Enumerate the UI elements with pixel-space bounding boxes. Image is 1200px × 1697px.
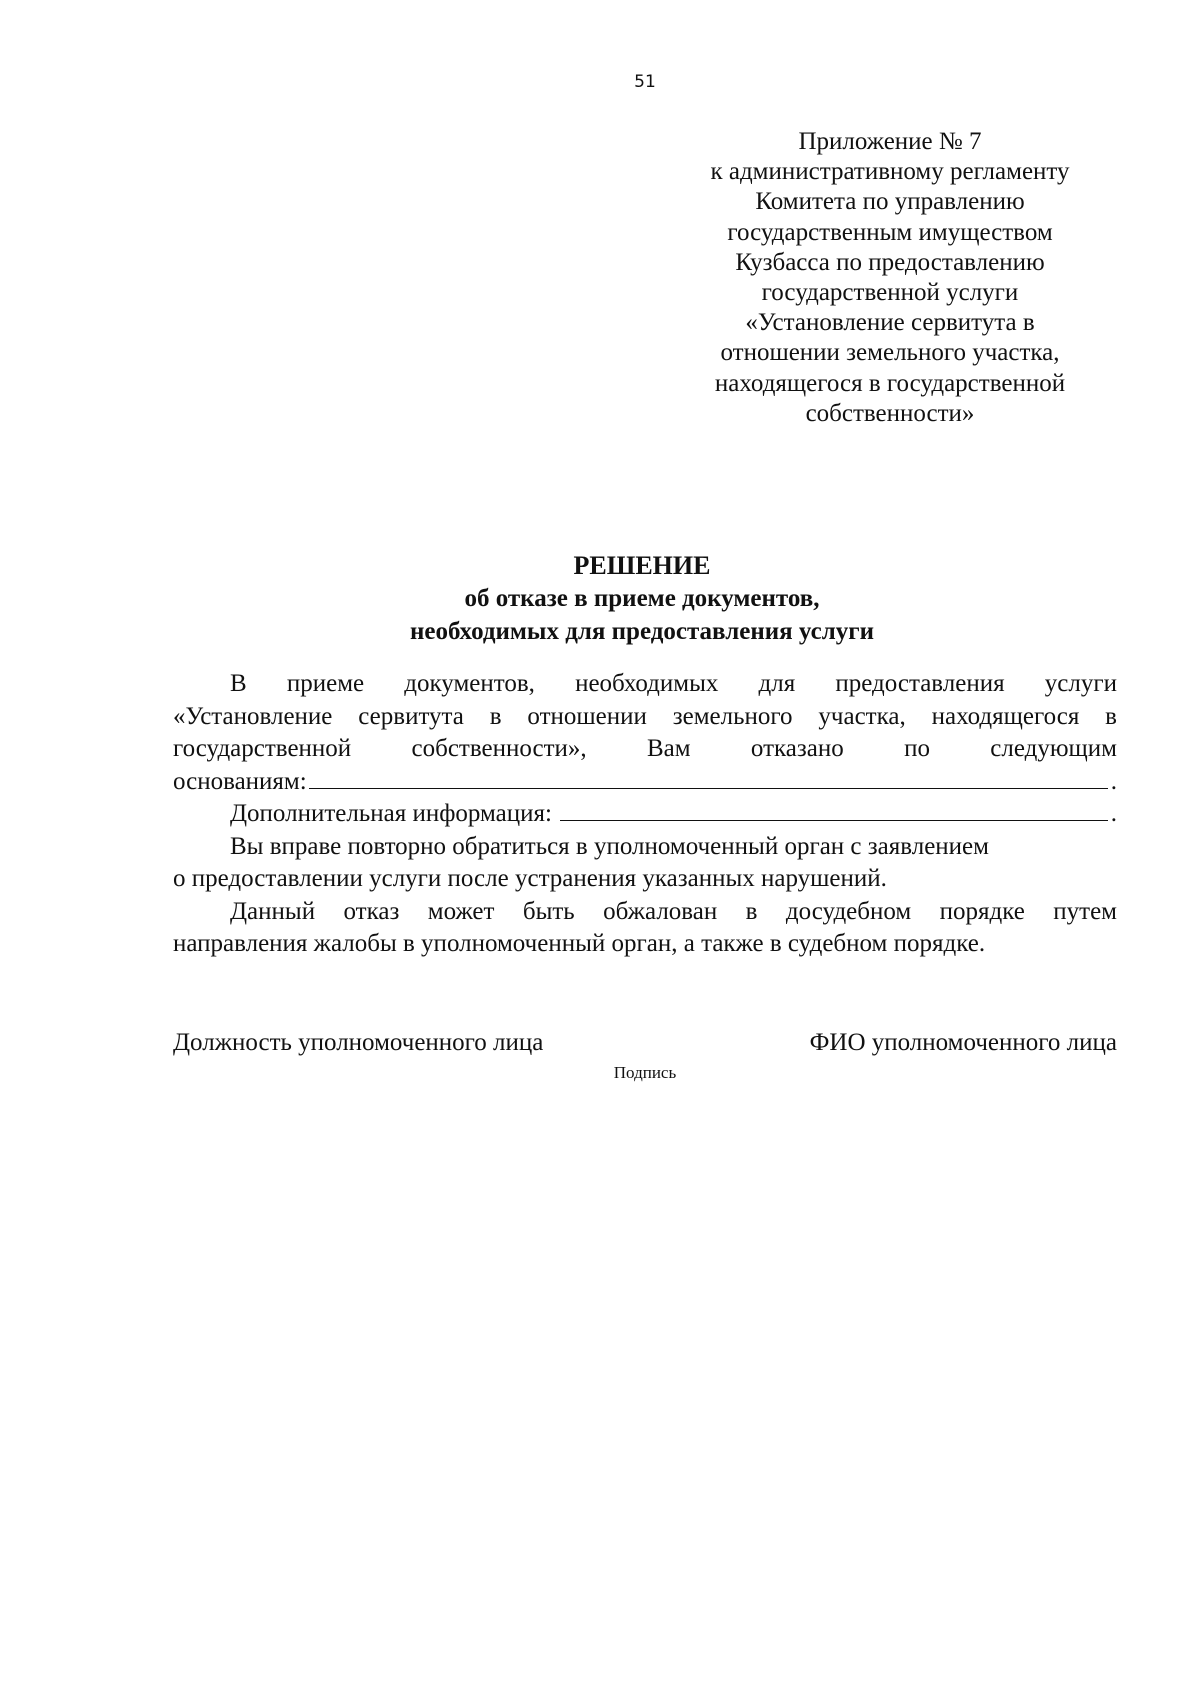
grounds-label: основаниям: bbox=[173, 767, 307, 795]
grounds-field-row bbox=[173, 766, 1117, 799]
appendix-header bbox=[660, 127, 1120, 429]
appendix-line: собственности» bbox=[805, 399, 975, 427]
additional-info-blank-line[interactable] bbox=[560, 798, 1108, 821]
appendix-line: государственной услуги bbox=[761, 279, 1019, 307]
appendix-line: Комитета по управлению bbox=[755, 188, 1025, 216]
body-line: о предоставлении услуги после устранения указанных нарушений. bbox=[173, 865, 887, 892]
appendix-line: государственным имуществом bbox=[727, 218, 1053, 246]
body-line: направления жалобы в уполномоченный орган, а также в судебном порядке. bbox=[173, 930, 986, 957]
body-line: Данный отказ может быть обжалован в досудебном порядке путем bbox=[230, 897, 1117, 925]
appendix-line: Приложение № 7 bbox=[798, 128, 982, 155]
additional-info-row bbox=[173, 798, 1117, 831]
body-line: «Установление сервитута в отношении земельного участка, находящегося в bbox=[173, 702, 1117, 730]
grounds-end: . bbox=[1110, 767, 1117, 795]
title-line: об отказе в приеме документов, bbox=[464, 585, 820, 612]
additional-info-end: . bbox=[1110, 800, 1117, 827]
appendix-line: «Установление сервитута в bbox=[745, 309, 1035, 337]
document-body bbox=[173, 668, 1117, 961]
page-number: 51 bbox=[634, 72, 656, 92]
body-line: государственной собственности», Вам отказано по следующим bbox=[173, 735, 1117, 762]
body-line: Вы вправе повторно обратиться в уполномоченный орган с заявлением bbox=[230, 832, 989, 860]
appendix-line: Кузбасса по предоставлению bbox=[735, 248, 1045, 276]
signature-caption: Подпись bbox=[613, 1063, 677, 1082]
grounds-blank-line[interactable] bbox=[309, 766, 1108, 789]
title-line: необходимых для предоставления услуги bbox=[409, 618, 875, 645]
additional-info-label: Дополнительная информация: bbox=[230, 800, 559, 827]
body-line: В приеме документов, необходимых для предоставления услуги bbox=[230, 670, 1117, 697]
title-line: РЕШЕНИЕ bbox=[573, 551, 711, 580]
appendix-line: отношении земельного участка, bbox=[720, 339, 1060, 367]
appendix-line: находящегося в государственной bbox=[714, 369, 1066, 397]
document-title bbox=[170, 549, 1114, 648]
position-label: Должность уполномоченного лица bbox=[173, 1029, 544, 1056]
appendix-line: к административному регламенту bbox=[710, 158, 1070, 186]
name-label: ФИО уполномоченного лица bbox=[809, 1029, 1117, 1056]
